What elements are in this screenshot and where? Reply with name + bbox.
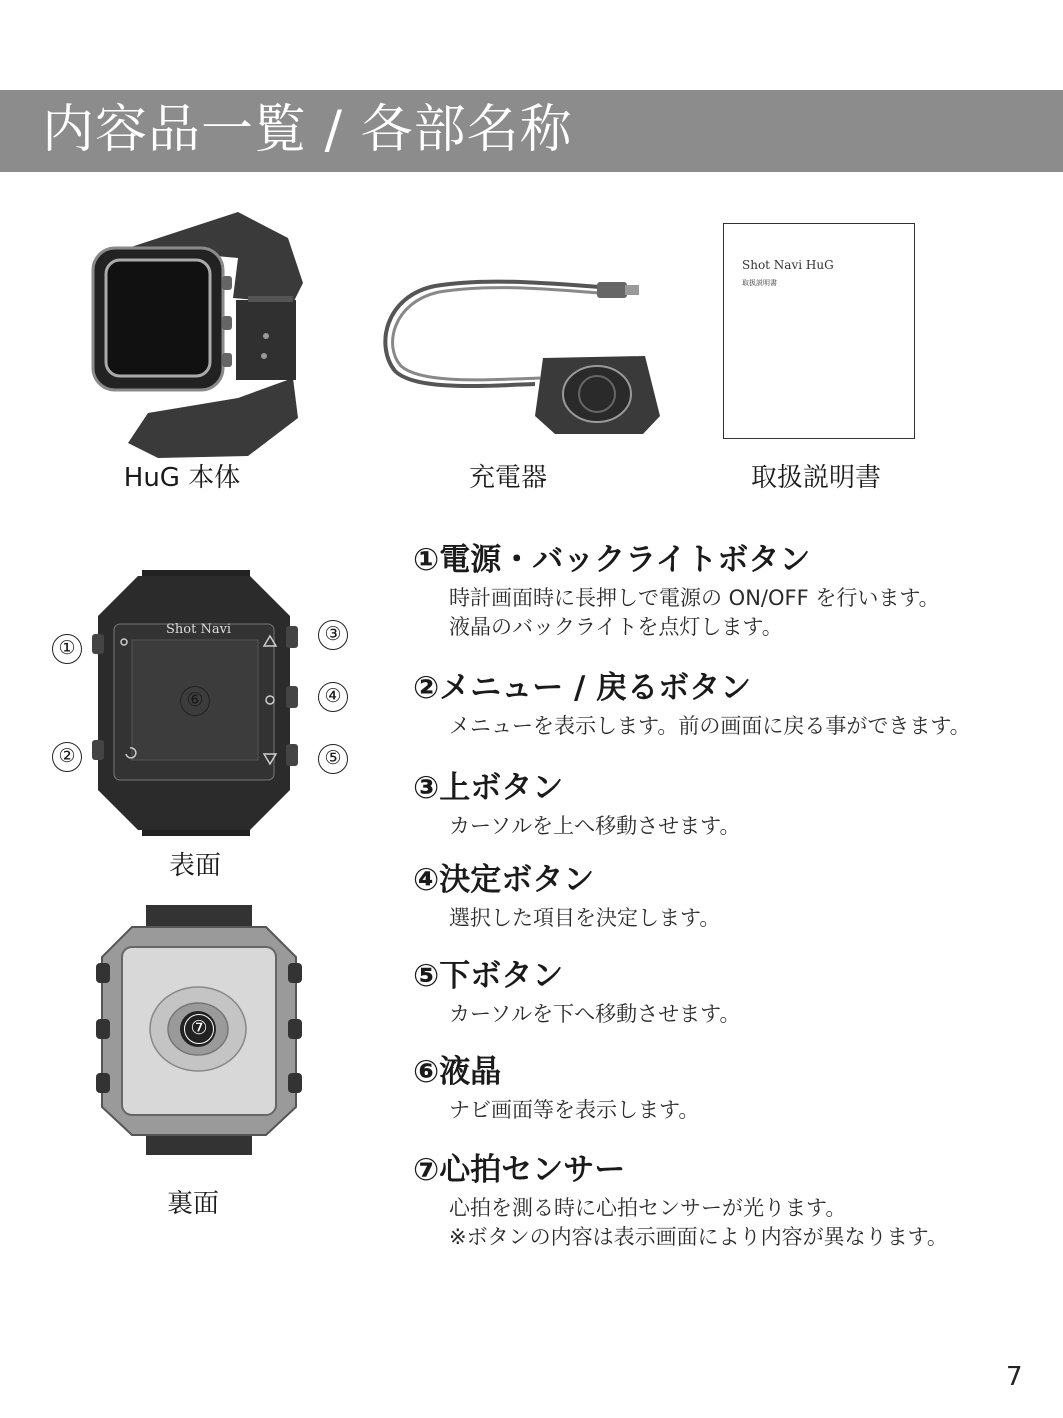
manual-subtitle: 取扱説明書 (742, 279, 777, 287)
callout-2: ② (52, 742, 82, 772)
part-title: ⑦心拍センサー (413, 1152, 626, 1188)
part-title: ⑤下ボタン (413, 958, 564, 994)
part-desc: 選択した項目を決定します。 (449, 906, 721, 930)
part-item (413, 860, 1053, 933)
manual-logo: Shot Navi HuG (742, 258, 834, 272)
part-title: ③上ボタン (413, 770, 564, 806)
watch-photo (88, 208, 308, 460)
page-title: 内容品一覧 / 各部名称 (42, 100, 573, 160)
callout-5: ⑤ (318, 744, 348, 774)
manual-caption: 取扱説明書 (750, 463, 882, 493)
part-title: ⑥液晶 (413, 1054, 502, 1090)
page-number: 7 (1006, 1362, 1023, 1392)
callout-3: ③ (318, 620, 348, 650)
part-item (413, 540, 1053, 642)
part-desc: 心拍を測る時に心拍センサーが光ります。 (449, 1196, 847, 1220)
part-desc: ※ボタンの内容は表示画面により内容が異なります。 (449, 1225, 948, 1249)
callout-6: ⑥ (180, 686, 210, 716)
part-item (413, 1150, 1053, 1252)
part-item (413, 1052, 1053, 1125)
part-title: ④決定ボタン (413, 862, 595, 898)
part-title: ②メニュー / 戻るボタン (413, 670, 752, 706)
watch-caption: HuG 本体 (123, 463, 241, 493)
front-caption: 表面 (168, 851, 222, 881)
part-title: ①電源・バックライトボタン (413, 542, 811, 578)
back-caption: 裏面 (166, 1189, 220, 1219)
part-desc: カーソルを上へ移動させます。 (449, 814, 741, 838)
callout-1: ① (52, 634, 82, 664)
header-banner (0, 90, 1063, 172)
part-item (413, 668, 1053, 741)
part-desc: 時計画面時に長押しで電源の ON/OFF を行います。 (449, 586, 940, 610)
part-desc: カーソルを下へ移動させます。 (449, 1002, 741, 1026)
part-item (413, 956, 1053, 1029)
part-desc: ナビ画面等を表示します。 (449, 1098, 700, 1122)
charger-caption: 充電器 (468, 463, 548, 493)
watch-brand-label: Shot Navi (166, 622, 232, 637)
part-item (413, 768, 1053, 841)
part-desc: 液晶のバックライトを点灯します。 (449, 615, 783, 639)
callout-7: ⑦ (184, 1014, 214, 1044)
part-desc: メニューを表示します。前の画面に戻る事ができます。 (449, 714, 971, 738)
charger-photo (375, 266, 665, 436)
manual-booklet (723, 223, 915, 439)
callout-4: ④ (318, 682, 348, 712)
